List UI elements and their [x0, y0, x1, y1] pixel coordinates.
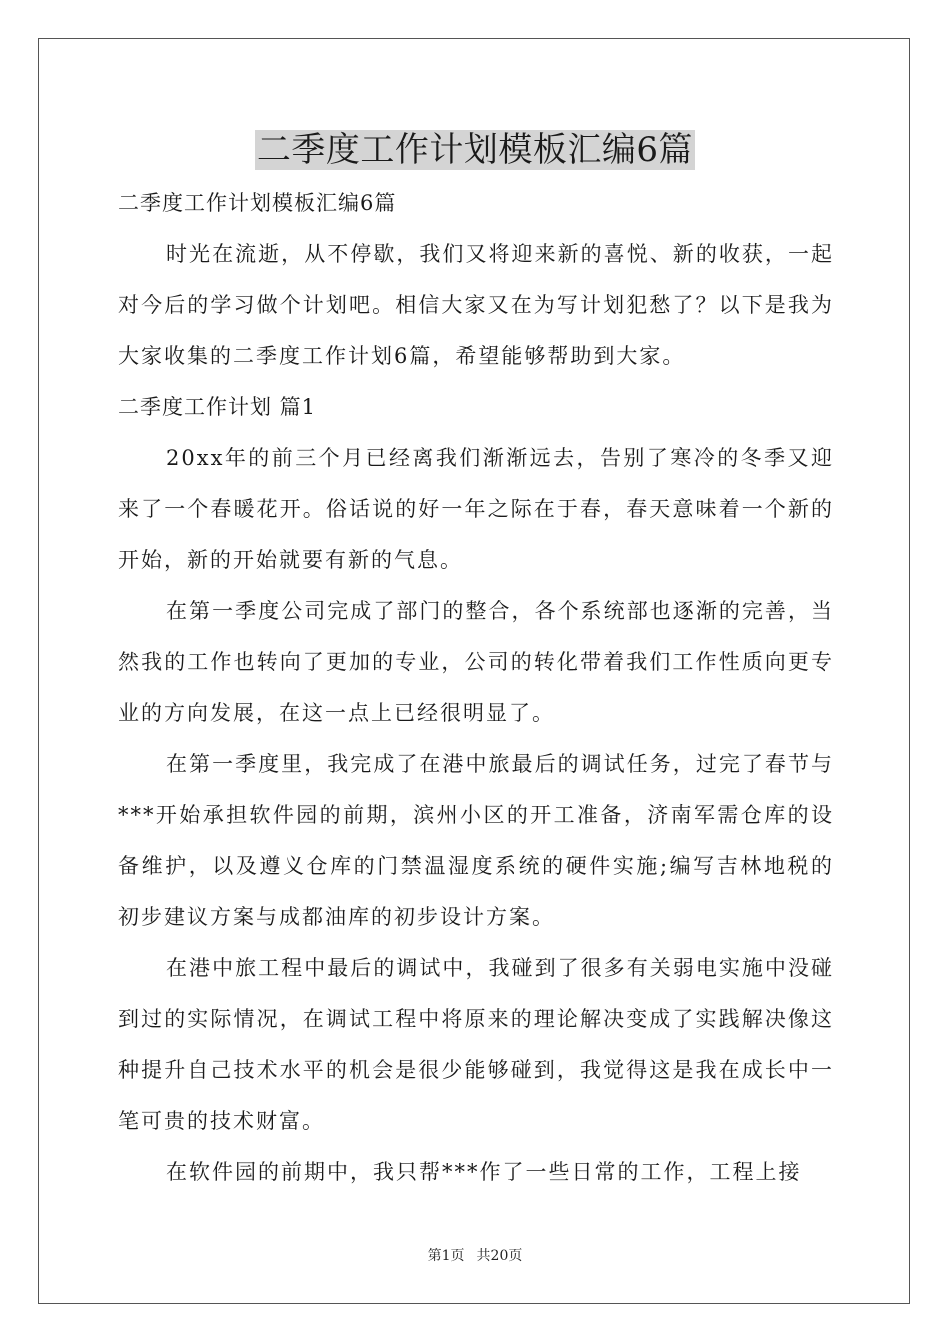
page-footer: [0, 1246, 950, 1266]
body-paragraph: 在第一季度里，我完成了在港中旅最后的调试任务，过完了春节与***开始承担软件园的前期，滨州小区的开工准备，济南军需仓库的设备维护，以及遵义仓库的门禁温湿度系统的硬件实施;编写吉林地税的初步建议方案与成都油库的初步设计方案。: [118, 752, 834, 929]
body-paragraph: 20xx年的前三个月已经离我们渐渐远去，告别了寒冷的冬季又迎来了一个春暖花开。俗话说的好一年之际在于春，春天意味着一个新的开始，新的开始就要有新的气息。: [118, 446, 834, 572]
body-paragraph: 在第一季度公司完成了部门的整合，各个系统部也逐渐的完善，当然我的工作也转向了更加的专业，公司的转化带着我们工作性质向更专业的方向发展，在这一点上已经很明显了。: [118, 599, 834, 725]
document-subtitle: 二季度工作计划模板汇编6篇: [118, 191, 397, 215]
document-title: [0, 126, 950, 174]
document-body: [118, 178, 834, 1198]
body-paragraph: 在软件园的前期中，我只帮***作了一些日常的工作，工程上接: [166, 1160, 802, 1184]
page-total: 共20页: [476, 1248, 523, 1264]
body-paragraph: 在港中旅工程中最后的调试中，我碰到了很多有关弱电实施中没碰到过的实际情况，在调试工程中将原来的理论解决变成了实践解决像这种提升自己技术水平的机会是很少能够碰到，我觉得这是我在成长中一笔可贵的技术财富。: [118, 956, 834, 1133]
page-number: 第1页: [427, 1248, 465, 1264]
document-title-text: 二季度工作计划模板汇编6篇: [256, 130, 694, 170]
intro-paragraph: 时光在流逝，从不停歇，我们又将迎来新的喜悦、新的收获，一起对今后的学习做个计划吧。相信大家又在为写计划犯愁了？以下是我为大家收集的二季度工作计划6篇，希望能够帮助到大家。: [118, 242, 834, 368]
section-heading: 二季度工作计划 篇1: [118, 395, 317, 419]
